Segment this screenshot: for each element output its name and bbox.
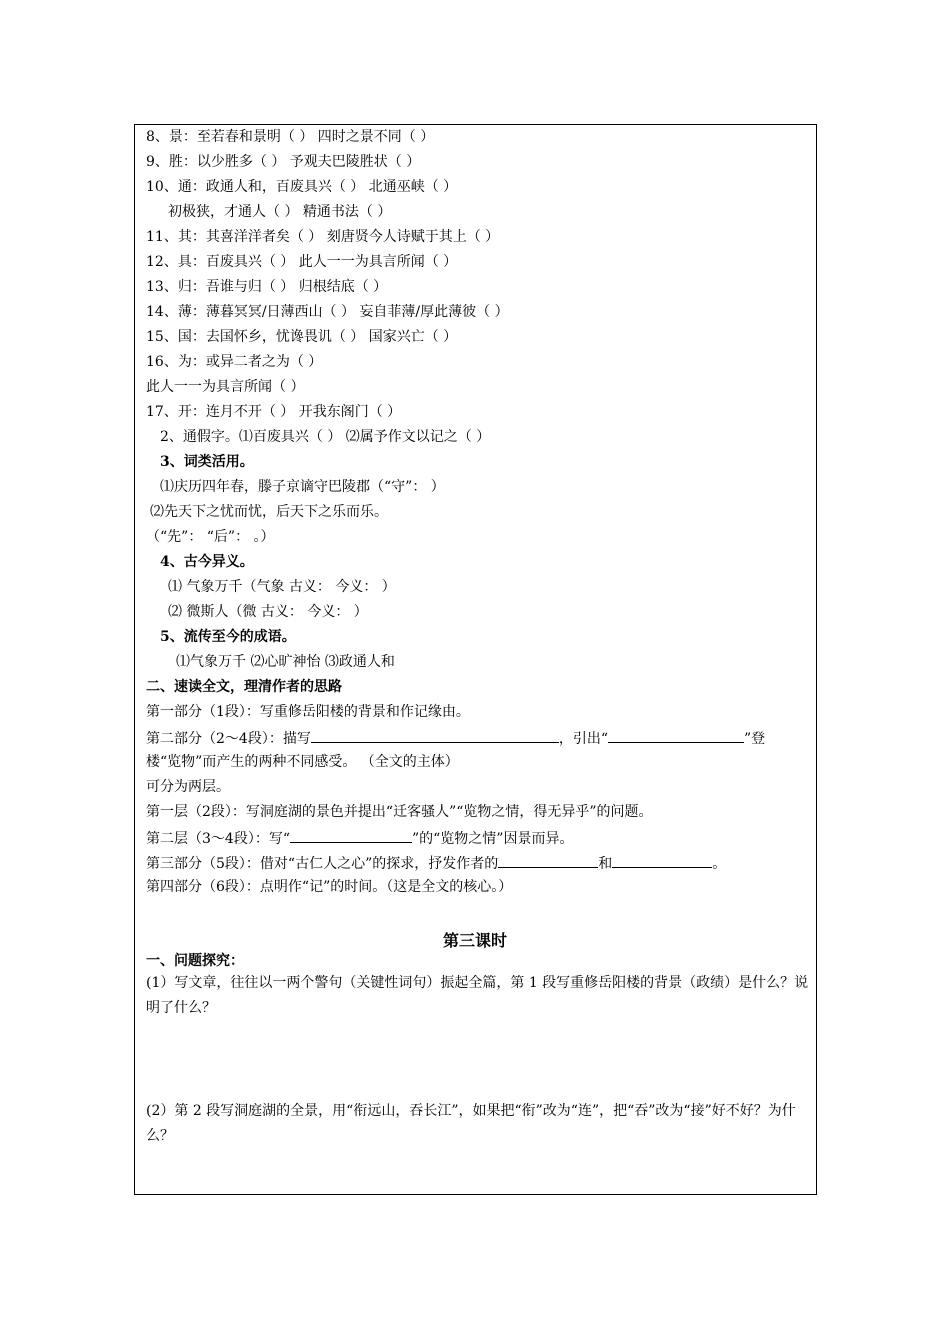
idioms-heading: 5、流传至今的成语。 bbox=[160, 629, 296, 645]
layer-two-text-b: ”的“览物之情”因景而异。 bbox=[411, 831, 574, 847]
answer-blank[interactable] bbox=[311, 728, 559, 743]
word-class-item-2-blanks: （“先”： “后”： 。） bbox=[146, 529, 275, 545]
ancient-modern-item-1: ⑴ 气象万千（气象 古义： 今义： ） bbox=[168, 579, 396, 595]
loan-words-line: 2、通假字。⑴百废具兴（ ） ⑵属予作文以记之（ ） bbox=[160, 429, 491, 445]
vocab-line-17: 17、开：连月不开（ ） 开我东阁门（ ） bbox=[146, 404, 402, 420]
part-three-text-c: 。 bbox=[712, 856, 727, 872]
part-three-text-b: 和 bbox=[598, 856, 613, 872]
answer-blank[interactable] bbox=[608, 728, 744, 743]
question-1: (1）写文章，往往以一两个警句（关键性词句）振起全篇，第 1 段写重修岳阳楼的背景（政绩）是什么？说明了什么？ bbox=[146, 975, 809, 1016]
part-two-text-b: ，引出“ bbox=[558, 731, 608, 747]
vocab-line-13: 13、归：吾谁与归（ ） 归根结底（ ） bbox=[146, 279, 388, 295]
vocab-line-16b: 此人一一为具言所闻（ ） bbox=[146, 379, 305, 395]
word-class-item-1: ⑴庆历四年春，滕子京谪守巴陵郡（“守”： ） bbox=[160, 479, 445, 495]
vocab-line-9: 9、胜：以少胜多（ ） 予观夫巴陵胜状（ ） bbox=[146, 154, 421, 170]
vocab-line-16: 16、为：或异二者之为（ ） bbox=[146, 354, 323, 370]
section-two-heading: 二、速读全文，理清作者的思路 bbox=[146, 679, 342, 695]
part-two-line-3: 可分为两层。 bbox=[146, 779, 230, 795]
part-one-line: 第一部分（1段）：写重修岳阳楼的背景和作记缘由。 bbox=[146, 704, 470, 720]
layer-two-text-a: 第二层（3～4段）：写“ bbox=[146, 831, 290, 847]
idioms-list: ⑴气象万千 ⑵心旷神怡 ⑶政通人和 bbox=[176, 654, 395, 670]
lesson-three-title: 第三课时 bbox=[442, 931, 507, 950]
vocab-line-10b: 初极狭，才通人（ ） 精通书法（ ） bbox=[168, 204, 392, 220]
part-two-text-c: ”登 bbox=[744, 731, 766, 747]
answer-blank[interactable] bbox=[290, 828, 412, 843]
part-three-text-a: 第三部分（5段）：借对“古仁人之心”的探求，抒发作者的 bbox=[146, 856, 499, 872]
part-two-line bbox=[146, 728, 765, 748]
vocab-line-15: 15、国：去国怀乡，忧谗畏讥（ ） 国家兴亡（ ） bbox=[146, 329, 458, 345]
vocab-line-11: 11、其：其喜洋洋者矣（ ） 刻唐贤今人诗赋于其上（ ） bbox=[146, 229, 500, 245]
vocab-line-12: 12、具：百废具兴（ ） 此人一一为具言所闻（ ） bbox=[146, 254, 458, 270]
answer-blank[interactable] bbox=[612, 853, 712, 868]
layer-two-line bbox=[146, 828, 573, 848]
question-2: (2）第 2 段写洞庭湖的全景，用“衔远山，吞长江”，如果把“衔”改为“连”，把“吞”改为“接”好不好？为什么？ bbox=[146, 1103, 796, 1144]
part-four-line: 第四部分（6段）：点明作“记”的时间。（这是全文的核心。） bbox=[146, 879, 513, 895]
vocab-line-10: 10、通：政通人和，百废具兴（ ） 北通巫峡（ ） bbox=[146, 179, 458, 195]
part-three-line bbox=[146, 853, 726, 873]
layer-one-line: 第一层（2段）：写洞庭湖的景色并提出“迁客骚人”“览物之情，得无异乎”的问题。 bbox=[146, 804, 653, 820]
part-two-line-2: 楼“览物”而产生的两种不同感受。 （全文的主体） bbox=[146, 754, 459, 770]
vocab-line-14: 14、薄：薄暮冥冥/日薄西山（ ） 妄自菲薄/厚此薄彼（ ） bbox=[146, 304, 509, 320]
word-class-heading: 3、词类活用。 bbox=[160, 454, 254, 470]
ancient-modern-heading: 4、古今异义。 bbox=[160, 554, 254, 570]
part-two-text-a: 第二部分（2～4段）：描写 bbox=[146, 731, 311, 747]
inquiry-heading: 一、问题探究： bbox=[146, 953, 244, 969]
ancient-modern-item-2: ⑵ 微斯人（微 古义： 今义： ） bbox=[168, 604, 368, 620]
vocab-line-8: 8、景：至若春和景明（ ） 四时之景不同（ ） bbox=[146, 129, 435, 145]
answer-blank[interactable] bbox=[498, 853, 598, 868]
word-class-item-2: ⑵先天下之忧而忧，后天下之乐而乐。 bbox=[150, 504, 388, 520]
